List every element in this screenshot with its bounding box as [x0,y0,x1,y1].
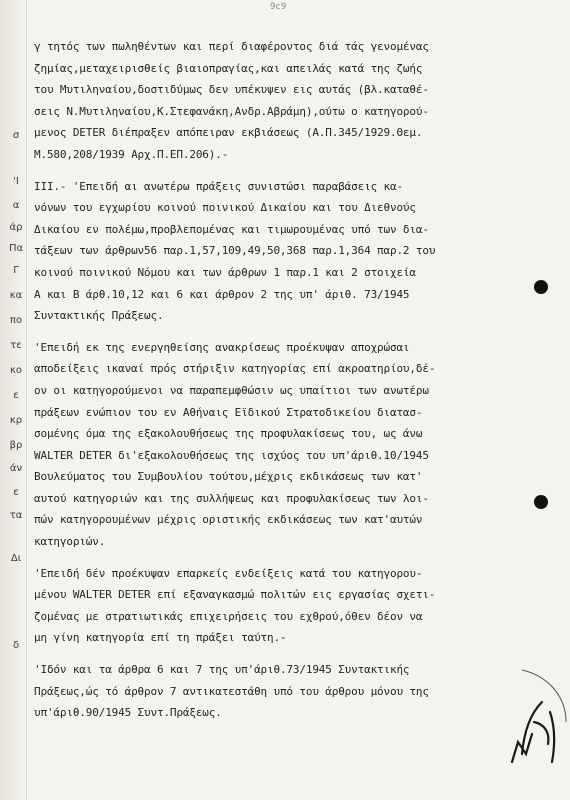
text-line: μένου WALTER DETER επί εξαναγκασμώ πολιτών εις εργασίας σχετι- [34,588,436,602]
signature-mark [452,662,568,782]
margin-word: τα [9,510,23,521]
text-line: ΙΙΙ.- 'Επειδή αι ανωτέρω πράξεις συνιστώσι παραβάσεις κα- [34,179,403,193]
margin-word: 'Ι [13,176,19,187]
paragraph-gap [34,553,534,563]
text-line: ζημίας,μεταχειρισθείς βιαιοπραγίας,και απειλάς κατά της ζωής [34,61,423,75]
text-line: Δικαίου εν πολέμω,προβλεπομένας και τιμωρουμένας υπό των δια- [34,222,429,236]
margin-word: άρ [9,222,23,233]
margin-word: Δι [10,553,22,564]
text-line: πράξεων ενώπιον του εν Αθήναις Εϊδικού Στρατοδικείου διατασ- [34,405,423,419]
text-line: 'Επειδή δέν προέκυψαν επαρκείς ενδείξεις κατά του κατηγορου- [34,566,423,580]
punch-hole-top [534,280,548,294]
punch-hole-bottom [534,495,548,509]
text-line: σομένης όμα της εξακολουθήσεως της προφυλακίσεως του, ως άνω [34,427,423,441]
text-line: πών κατηγορουμένων μέχρις οριστικής εκδικάσεως των κατ'αυτών [34,513,423,527]
text-line: μενος DETER διέπραξεν απόπειραν εκβιάσεως (Α.Π.345/1929.Θεμ. [34,126,423,140]
text-line: σεις Ν.Μυτιληναίου,Κ.Στεφανάκη,Ανδρ.Αβράμη),ούτω ο κατηγορού- [34,104,429,118]
margin-word: κο [9,365,22,376]
text-line: νόνων του εγχωρίου κοινού ποινικού Δικαίου και του Διεθνούς [34,201,416,215]
text-line: 'Επειδή εκ της ενεργηθείσης ανακρίσεως προέκυψαν αποχρώσαι [34,340,410,354]
margin-word: κα [9,290,23,301]
margin-word: πο [9,315,23,326]
text-line: κοινού ποινικού Νόμου και των άρθρων 1 παρ.1 και 2 στοιχεία [34,265,416,279]
page-number: 9c9 [270,2,287,12]
text-line: τάξεων των άρθρων56 παρ.1,57,109,49,50,368 παρ.1,364 παρ.2 του [34,244,436,258]
text-line: Βουλεύματος του Συμβουλίου τούτου,μέχρις εκδικάσεως των κατ' [34,470,423,484]
text-line: Πράξεως,ώς τό άρθρον 7 αντικατεστάθη υπό του άρθρου μόνου της [34,684,429,698]
text-line: γ τητός των πωληθέντων και περί διαφέροντος διά τάς γενομένας [34,40,429,53]
text-line: Μ.580,208/1939 Αρχ.Π.ΕΠ.206).- [34,147,229,161]
margin-word: α [12,200,20,211]
text-line: μη γίνη κατηγορία επί τη πράξει ταύτη.- [34,631,287,645]
text-line: ζομένας με στρατιωτικάς επιχειρήσεις του εχθρού,όθεν δέον να [34,609,423,623]
margin-word: κρ [9,415,23,426]
margin-word: βρ [9,440,23,451]
text-line: αυτού κατηγοριών και της συλλήψεως και προφυλακίσεως των λοι- [34,491,429,505]
text-line: κατηγοριών. [34,535,106,549]
text-line: WALTER DETER δι'εξακολουθήσεως της ισχύος του υπ'άριθ.10/1945 [34,448,429,462]
text-line: ον οι κατηγορούμενοι να παραπεμφθώσιν ως υπαίτιοι των ανωτέρω [34,383,429,397]
paragraph-gap [34,327,534,337]
paragraph-gap [34,649,534,659]
margin-word: ε [13,390,19,401]
paragraph-gap [34,166,534,176]
text-line: υπ'άριθ.90/1945 Συντ.Πράξεως. [34,706,222,720]
text-line: Συντακτικής Πράξεως. [34,309,164,323]
margin-word: άν [9,463,23,474]
margin-word: δ [12,640,20,651]
text-line: του Μυτιληναίου,δοστιδύμως δεν υπέκυψεν εις αυτάς (βλ.καταθέ- [34,83,429,97]
text-line: 'Ιδόν και τα άρθρα 6 και 7 της υπ'άριθ.73/1945 Συντακτικής [34,663,410,677]
document-body [34,36,534,724]
margin-word: τε [10,340,22,351]
text-line: αποδείξεις ικαναί πρός στήριξιν κατηγορίας επί ακροατηρίου,δέ- [34,362,436,376]
margin-word: Πα [8,243,24,254]
margin-word: σ [12,130,20,141]
margin-word: Γ [13,265,19,276]
text-line: Α και Β άρθ.10,12 και 6 και άρθρον 2 της υπ' άριθ. 73/1945 [34,287,410,301]
margin-word: ε [13,487,19,498]
